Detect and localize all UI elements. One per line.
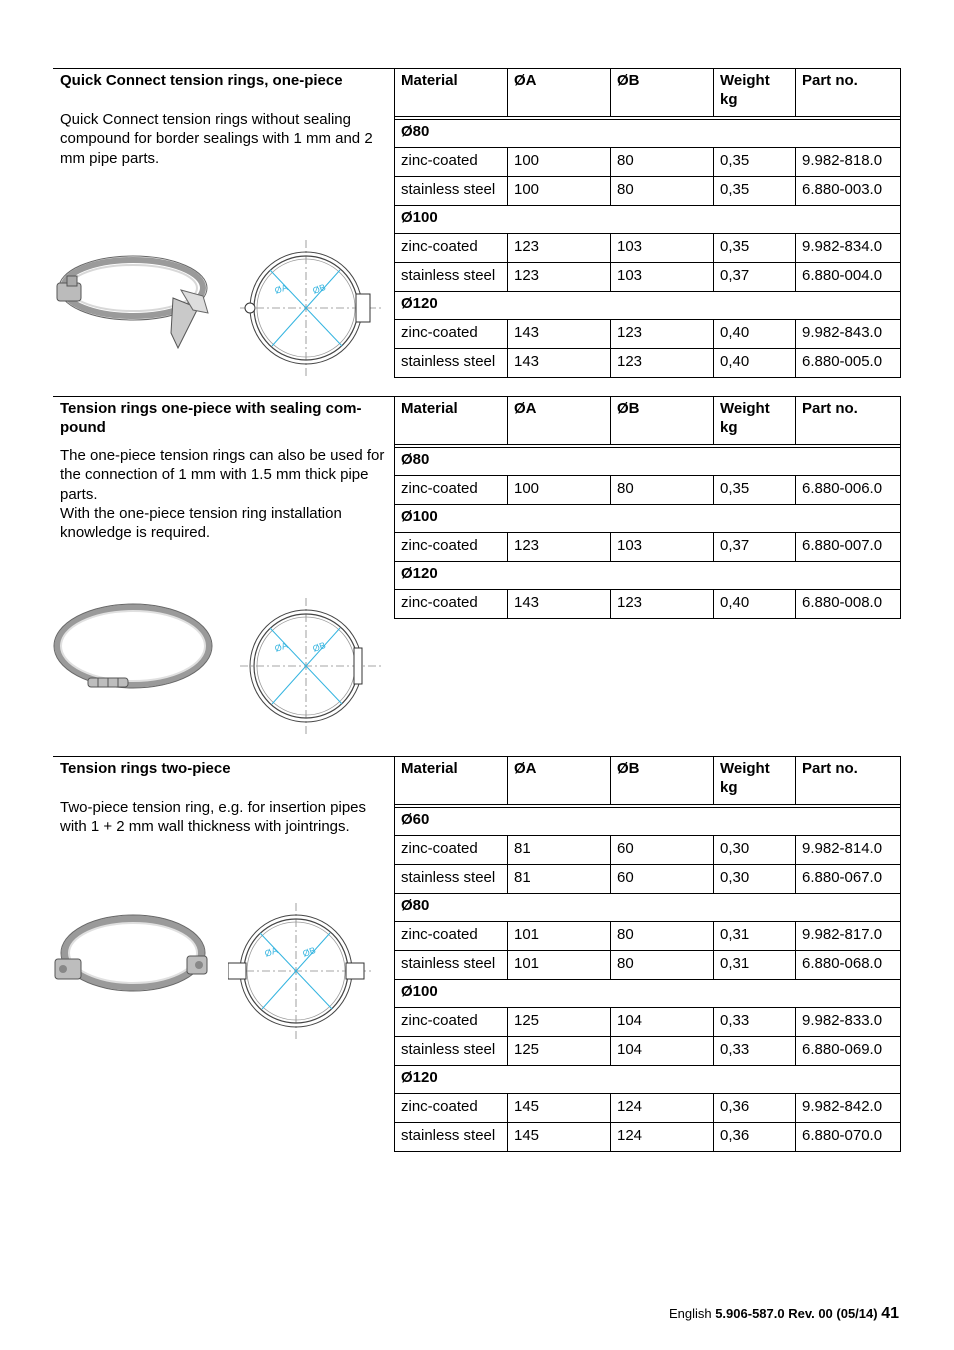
section-description (53, 798, 394, 837)
group-row (395, 1066, 901, 1094)
cell-dia-a: 143 (508, 349, 611, 378)
cell-part-no: 6.880-004.0 (796, 263, 901, 292)
cell-weight: 0,33 (714, 1008, 796, 1037)
table-row (395, 234, 901, 263)
cell-weight: 0,40 (714, 349, 796, 378)
cell-material: zinc-coated (395, 590, 508, 619)
cell-weight: 0,33 (714, 1037, 796, 1066)
cell-weight: 0,30 (714, 836, 796, 865)
table-row (395, 263, 901, 292)
group-label: Ø120 (395, 562, 901, 590)
table-row (395, 922, 901, 951)
svg-text:ØA: ØA (263, 945, 279, 959)
section-title: Tension rings one-piece with sealing com-pound (60, 400, 362, 436)
cell-material: zinc-coated (395, 148, 508, 177)
cell-dia-a: 81 (508, 865, 611, 894)
cell-dia-a: 143 (508, 320, 611, 349)
cell-dia-b: 124 (611, 1123, 714, 1152)
spec-table (394, 396, 901, 619)
cell-weight: 0,37 (714, 533, 796, 562)
cell-part-no: 6.880-067.0 (796, 865, 901, 894)
section-description (53, 110, 394, 168)
table-row (395, 590, 901, 619)
dimension-drawing (228, 901, 378, 1041)
tension-ring-photo (53, 901, 213, 1001)
svg-text:ØB: ØB (311, 282, 327, 296)
group-label: Ø100 (395, 980, 901, 1008)
cell-weight: 0,36 (714, 1094, 796, 1123)
section-info (53, 756, 394, 837)
group-label: Ø80 (395, 448, 901, 476)
cell-dia-a: 81 (508, 836, 611, 865)
table-header-row (395, 397, 901, 445)
cell-dia-b: 104 (611, 1037, 714, 1066)
header-dia-b: ØB (611, 69, 714, 117)
header-part-no: Part no. (796, 397, 901, 445)
description-paragraph: Quick Connect tension rings without sealing compound for border sealings with 1 mm and 2 mm pipe parts. (60, 111, 373, 167)
table-row (395, 476, 901, 505)
tension-ring-photo (53, 596, 213, 696)
group-label: Ø80 (395, 120, 901, 148)
header-dia-a: ØA (508, 397, 611, 445)
cell-part-no: 6.880-006.0 (796, 476, 901, 505)
cell-dia-a: 101 (508, 951, 611, 980)
header-dia-b: ØB (611, 757, 714, 805)
header-dia-a: ØA (508, 757, 611, 805)
cell-dia-a: 123 (508, 234, 611, 263)
cell-weight: 0,37 (714, 263, 796, 292)
cell-material: zinc-coated (395, 922, 508, 951)
header-weight: Weight kg (714, 757, 796, 805)
group-label: Ø100 (395, 505, 901, 533)
header-material: Material (395, 69, 508, 117)
footer-doc-number: 5.906-587.0 Rev. 00 (05/14) (715, 1306, 878, 1321)
group-row (395, 448, 901, 476)
cell-dia-b: 80 (611, 476, 714, 505)
table-row (395, 951, 901, 980)
cell-part-no: 6.880-008.0 (796, 590, 901, 619)
cell-part-no: 6.880-007.0 (796, 533, 901, 562)
group-row (395, 980, 901, 1008)
spec-table (394, 68, 901, 378)
description-paragraph: With the one-piece tension ring installation knowledge is required. (60, 504, 342, 542)
table-row (395, 865, 901, 894)
cell-part-no: 6.880-005.0 (796, 349, 901, 378)
cell-dia-a: 101 (508, 922, 611, 951)
cell-weight: 0,35 (714, 234, 796, 263)
cell-dia-b: 60 (611, 836, 714, 865)
svg-text:ØA: ØA (273, 640, 289, 654)
table-row (395, 1037, 901, 1066)
header-material: Material (395, 757, 508, 805)
cell-weight: 0,35 (714, 148, 796, 177)
cell-dia-a: 123 (508, 533, 611, 562)
cell-dia-b: 123 (611, 590, 714, 619)
group-label: Ø120 (395, 292, 901, 320)
page-number: 41 (881, 1305, 899, 1322)
group-row (395, 292, 901, 320)
cell-dia-b: 80 (611, 177, 714, 206)
section-description (53, 446, 394, 542)
cell-material: stainless steel (395, 865, 508, 894)
header-dia-a: ØA (508, 69, 611, 117)
group-row (395, 562, 901, 590)
dimension-drawing (238, 596, 388, 736)
table-header-row (395, 757, 901, 805)
svg-text:ØB: ØB (311, 640, 327, 654)
cell-dia-b: 124 (611, 1094, 714, 1123)
cell-material: zinc-coated (395, 320, 508, 349)
cell-part-no: 9.982-817.0 (796, 922, 901, 951)
cell-dia-a: 100 (508, 148, 611, 177)
cell-part-no: 9.982-814.0 (796, 836, 901, 865)
table-row (395, 148, 901, 177)
cell-dia-b: 103 (611, 263, 714, 292)
cell-dia-a: 143 (508, 590, 611, 619)
cell-dia-a: 123 (508, 263, 611, 292)
dimension-drawing (238, 238, 388, 378)
section-info (53, 68, 394, 168)
table-row (395, 1123, 901, 1152)
header-part-no: Part no. (796, 757, 901, 805)
description-paragraph: Two-piece tension ring, e.g. for insertion pipes with 1 + 2 mm wall thickness with jointrings. (60, 799, 366, 836)
cell-part-no: 6.880-068.0 (796, 951, 901, 980)
group-label: Ø80 (395, 894, 901, 922)
section-title: Quick Connect tension rings, one-piece (60, 72, 343, 89)
cell-dia-b: 80 (611, 148, 714, 177)
svg-text:ØB: ØB (301, 945, 317, 959)
cell-material: stainless steel (395, 263, 508, 292)
cell-material: stainless steel (395, 1037, 508, 1066)
table-row (395, 349, 901, 378)
page-footer (669, 1305, 899, 1323)
tension-ring-photo (53, 238, 218, 353)
cell-weight: 0,40 (714, 320, 796, 349)
header-part-no: Part no. (796, 69, 901, 117)
cell-material: stainless steel (395, 951, 508, 980)
group-label: Ø120 (395, 1066, 901, 1094)
cell-weight: 0,35 (714, 476, 796, 505)
table-row (395, 1008, 901, 1037)
group-row (395, 120, 901, 148)
section-info (53, 396, 394, 542)
header-dia-b: ØB (611, 397, 714, 445)
cell-weight: 0,35 (714, 177, 796, 206)
cell-material: zinc-coated (395, 836, 508, 865)
cell-dia-b: 103 (611, 533, 714, 562)
cell-dia-b: 123 (611, 349, 714, 378)
section-title: Tension rings two-piece (60, 760, 231, 777)
svg-text:ØA: ØA (273, 282, 289, 296)
cell-material: zinc-coated (395, 476, 508, 505)
cell-dia-b: 104 (611, 1008, 714, 1037)
cell-part-no: 6.880-070.0 (796, 1123, 901, 1152)
cell-dia-a: 125 (508, 1008, 611, 1037)
cell-dia-b: 103 (611, 234, 714, 263)
group-row (395, 505, 901, 533)
spec-table (394, 756, 901, 1152)
cell-part-no: 9.982-842.0 (796, 1094, 901, 1123)
table-row (395, 836, 901, 865)
cell-material: stainless steel (395, 349, 508, 378)
cell-weight: 0,31 (714, 951, 796, 980)
cell-material: zinc-coated (395, 234, 508, 263)
group-label: Ø60 (395, 808, 901, 836)
header-weight: Weight kg (714, 69, 796, 117)
group-row (395, 206, 901, 234)
table-row (395, 533, 901, 562)
header-material: Material (395, 397, 508, 445)
cell-dia-a: 100 (508, 476, 611, 505)
cell-part-no: 9.982-843.0 (796, 320, 901, 349)
cell-material: stainless steel (395, 1123, 508, 1152)
cell-dia-b: 60 (611, 865, 714, 894)
group-label: Ø100 (395, 206, 901, 234)
cell-part-no: 9.982-818.0 (796, 148, 901, 177)
table-row (395, 320, 901, 349)
cell-material: zinc-coated (395, 1008, 508, 1037)
header-weight: Weight kg (714, 397, 796, 445)
cell-dia-a: 125 (508, 1037, 611, 1066)
group-row (395, 894, 901, 922)
cell-part-no: 6.880-003.0 (796, 177, 901, 206)
cell-part-no: 9.982-834.0 (796, 234, 901, 263)
table-row (395, 177, 901, 206)
cell-material: zinc-coated (395, 533, 508, 562)
table-header-row (395, 69, 901, 117)
cell-dia-b: 80 (611, 951, 714, 980)
table-row (395, 1094, 901, 1123)
description-paragraph: The one-piece tension rings can also be used for the connection of 1 mm with 1.5 mm thick pipe parts. (60, 447, 385, 503)
cell-material: stainless steel (395, 177, 508, 206)
cell-weight: 0,30 (714, 865, 796, 894)
cell-weight: 0,40 (714, 590, 796, 619)
cell-dia-a: 100 (508, 177, 611, 206)
footer-language: English (668, 1306, 712, 1321)
cell-dia-a: 145 (508, 1094, 611, 1123)
cell-dia-b: 80 (611, 922, 714, 951)
cell-weight: 0,31 (714, 922, 796, 951)
group-row (395, 808, 901, 836)
cell-part-no: 9.982-833.0 (796, 1008, 901, 1037)
cell-dia-a: 145 (508, 1123, 611, 1152)
cell-material: zinc-coated (395, 1094, 508, 1123)
cell-part-no: 6.880-069.0 (796, 1037, 901, 1066)
cell-dia-b: 123 (611, 320, 714, 349)
cell-weight: 0,36 (714, 1123, 796, 1152)
